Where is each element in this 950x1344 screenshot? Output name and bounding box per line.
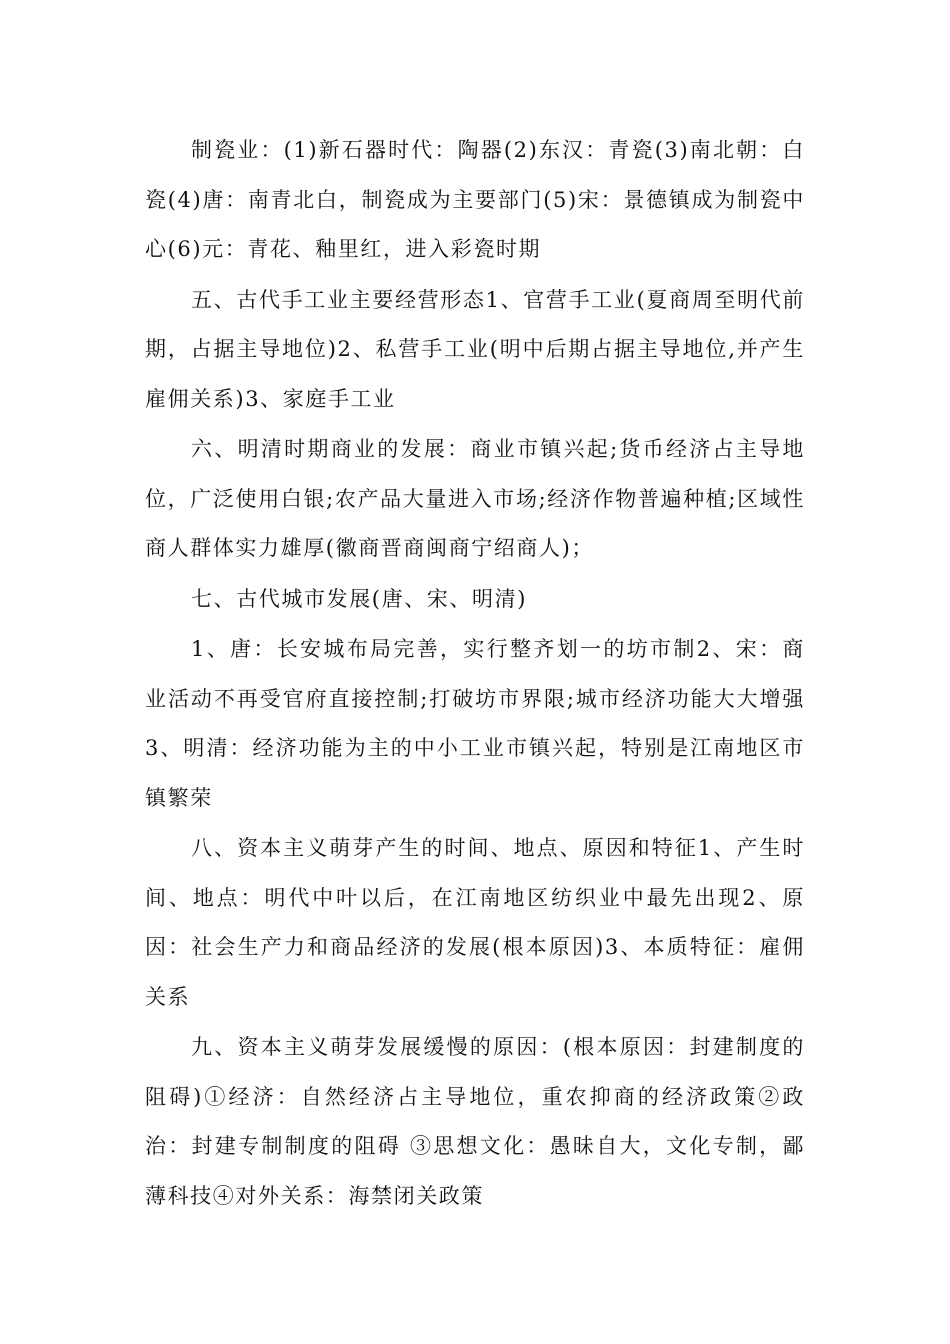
document-body (145, 126, 805, 1221)
paragraph-slow-development: 九、资本主义萌芽发展缓慢的原因：(根本原因：封建制度的阻碍)①经济：自然经济占主导地位，重农抑商的经济政策②政治：封建专制制度的阻碍 ③思想文化：愚昧自大，文化专制，鄙薄科技④对外关系：海禁闭关政策 (145, 1035, 805, 1208)
paragraph-porcelain: 制瓷业：(1)新石器时代：陶器(2)东汉：青瓷(3)南北朝：白瓷(4)唐：南青北白，制瓷成为主要部门(5)宋：景德镇成为制瓷中心(6)元：青花、釉里红，进入彩瓷时期 (145, 138, 805, 261)
paragraph-city-development: 1、唐：长安城布局完善，实行整齐划一的坊市制2、宋：商业活动不再受官府直接控制;打破坊市界限;城市经济功能大大增强3、明清：经济功能为主的中小工业市镇兴起，特别是江南地区市镇繁荣 (145, 637, 805, 810)
paragraph-city-heading: 七、古代城市发展(唐、宋、明清) (191, 586, 527, 611)
paragraph-handicraft-forms: 五、古代手工业主要经营形态1、官营手工业(夏商周至明代前期，占据主导地位)2、私营手工业(明中后期占据主导地位,并产生雇佣关系)3、家庭手工业 (145, 287, 805, 411)
paragraph-ming-qing-commerce: 六、明清时期商业的发展：商业市镇兴起;货币经济占主导地位，广泛使用白银;农产品大量进入市场;经济作物普遍种植;区域性商人群体实力雄厚(徽商晋商闽商宁绍商人)； (145, 437, 805, 560)
paragraph-capitalism-sprouts: 八、资本主义萌芽产生的时间、地点、原因和特征1、产生时间、地点：明代中叶以后，在江南地区纺织业中最先出现2、原因：社会生产力和商品经济的发展(根本原因)3、本质特征：雇佣关系 (145, 836, 805, 1009)
